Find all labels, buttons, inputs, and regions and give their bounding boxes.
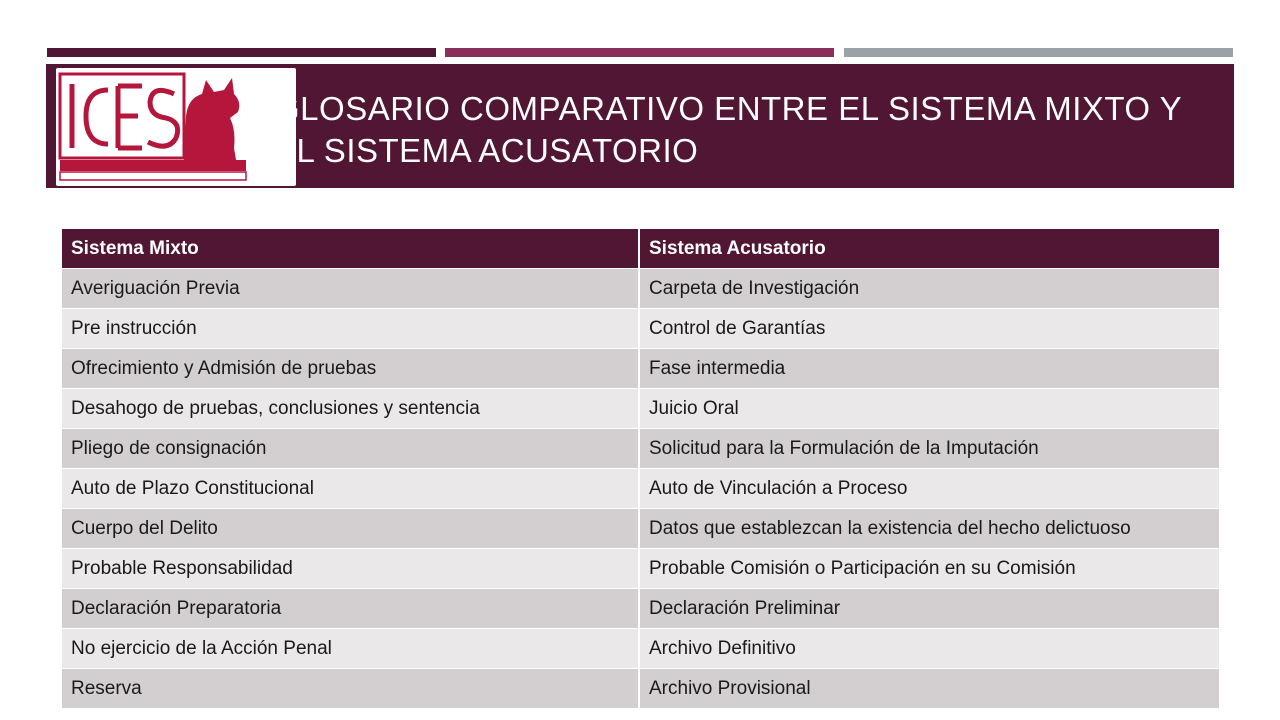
- table-row: [62, 349, 1219, 389]
- table-body: [62, 269, 1219, 709]
- accent-bar-2: [445, 48, 834, 57]
- table-row: [62, 509, 1219, 549]
- cell-sistema-acusatorio: Solicitud para la Formulación de la Imputación: [649, 437, 1039, 459]
- cell-sistema-mixto: Reserva: [62, 669, 639, 709]
- cell-sistema-mixto: Ofrecimiento y Admisión de pruebas: [62, 349, 639, 389]
- cell-sistema-mixto: Auto de Plazo Constitucional: [62, 469, 639, 509]
- cell-sistema-mixto: Declaración Preparatoria: [62, 589, 639, 629]
- table-row: [62, 589, 1219, 629]
- header-sistema-acusatorio: Sistema Acusatorio: [649, 237, 826, 259]
- table-row: [62, 389, 1219, 429]
- cell-sistema-acusatorio: Probable Comisión o Participación en su Comisión: [649, 557, 1076, 579]
- cell-sistema-mixto: Pliego de consignación: [62, 429, 639, 469]
- cell-sistema-acusatorio: Archivo Provisional: [649, 677, 811, 699]
- table-row: [62, 269, 1219, 309]
- cell-sistema-mixto: No ejercicio de la Acción Penal: [62, 629, 639, 669]
- table-row: [62, 669, 1219, 709]
- cell-sistema-mixto: Desahogo de pruebas, conclusiones y sentencia: [62, 389, 639, 429]
- title-band: [46, 64, 1234, 188]
- table-row: [62, 469, 1219, 509]
- cell-sistema-acusatorio: Datos que establezcan la existencia del hecho delictuoso: [649, 517, 1131, 539]
- glossary-table-container: [62, 229, 1219, 708]
- cell-sistema-acusatorio: Fase intermedia: [649, 357, 786, 379]
- ices-logo: [56, 68, 296, 186]
- cell-sistema-mixto: Probable Responsabilidad: [62, 549, 639, 589]
- cell-sistema-mixto: Pre instrucción: [62, 309, 639, 349]
- cell-sistema-acusatorio: Archivo Definitivo: [649, 637, 796, 659]
- table-row: [62, 429, 1219, 469]
- cell-sistema-acusatorio: Declaración Preliminar: [649, 597, 841, 619]
- table-row: [62, 309, 1219, 349]
- cell-sistema-mixto: Averiguación Previa: [62, 269, 639, 309]
- slide-title: GLOSARIO COMPARATIVO ENTRE EL SISTEMA MIXTO Y EL SISTEMA ACUSATORIO: [274, 90, 1182, 169]
- cell-sistema-acusatorio: Auto de Vinculación a Proceso: [649, 477, 908, 499]
- table-row: [62, 549, 1219, 589]
- header-sistema-mixto: Sistema Mixto: [62, 229, 639, 269]
- cell-sistema-acusatorio: Carpeta de Investigación: [649, 277, 860, 299]
- cell-sistema-acusatorio: Control de Garantías: [649, 317, 826, 339]
- accent-bar-3: [844, 48, 1233, 57]
- table-row: [62, 629, 1219, 669]
- table-header-row: [62, 229, 1219, 269]
- cell-sistema-mixto: Cuerpo del Delito: [62, 509, 639, 549]
- accent-bar-1: [47, 48, 436, 57]
- ices-logo-mark: [56, 68, 252, 186]
- glossary-table: [62, 229, 1219, 708]
- cell-sistema-acusatorio: Juicio Oral: [649, 397, 739, 419]
